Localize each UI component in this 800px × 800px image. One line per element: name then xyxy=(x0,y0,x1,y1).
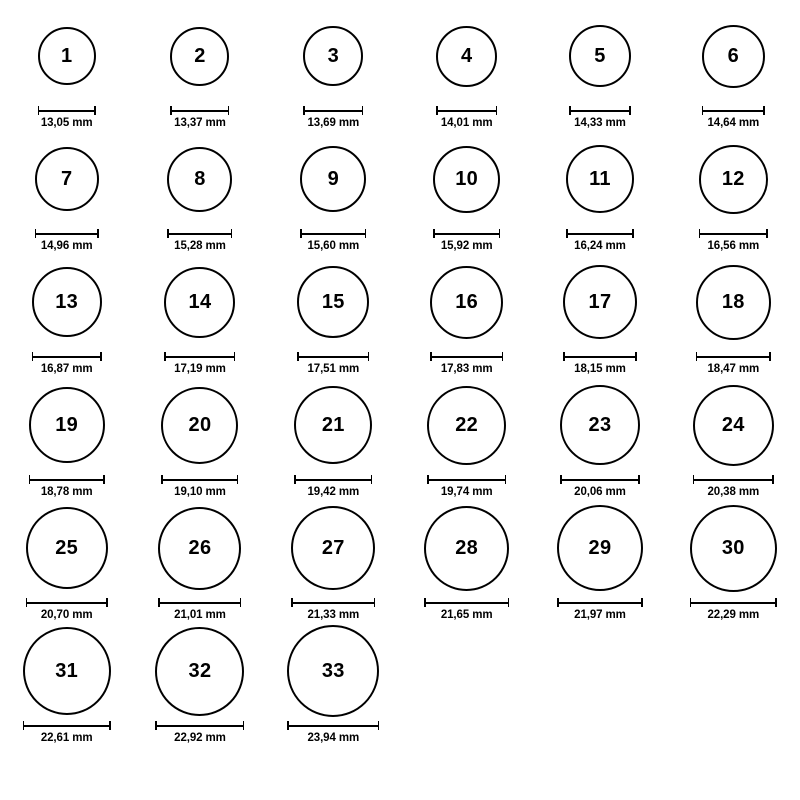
dimension-line-icon xyxy=(287,721,379,730)
ring-circle-wrap xyxy=(294,377,372,473)
ring-circle-icon xyxy=(566,145,634,213)
diameter-text: 17,83 mm xyxy=(440,363,493,375)
ring-size-label: 22 xyxy=(455,414,479,436)
diameter-text: 16,87 mm xyxy=(40,363,93,375)
ring-size-label: 1 xyxy=(60,45,73,67)
ring-size-cell[interactable] xyxy=(3,500,131,623)
ring-size-cell[interactable] xyxy=(269,254,397,377)
ring-circle-icon xyxy=(557,505,643,591)
ring-size-label: 29 xyxy=(588,537,612,559)
ring-size-cell[interactable] xyxy=(269,377,397,500)
ring-size-cell[interactable] xyxy=(403,254,531,377)
ring-circle-wrap xyxy=(23,623,111,719)
ring-size-grid xyxy=(0,8,800,746)
dimension-annotation xyxy=(170,106,229,129)
diameter-text: 19,74 mm xyxy=(440,486,493,498)
ring-circle-wrap xyxy=(566,131,634,227)
ring-circle-wrap xyxy=(161,377,238,473)
ring-circle-wrap xyxy=(167,131,232,227)
dimension-annotation xyxy=(164,352,235,375)
ring-size-cell[interactable] xyxy=(403,377,531,500)
ring-circle-icon xyxy=(702,25,765,88)
dimension-annotation xyxy=(569,106,631,129)
dimension-annotation xyxy=(424,598,509,621)
ring-circle-wrap xyxy=(155,623,244,719)
dimension-annotation xyxy=(29,475,105,498)
dimension-annotation xyxy=(563,352,637,375)
ring-size-cell[interactable] xyxy=(669,8,797,131)
diameter-text: 15,28 mm xyxy=(174,240,226,252)
dimension-annotation xyxy=(430,352,503,375)
ring-size-cell[interactable] xyxy=(3,8,131,131)
diameter-text: 19,42 mm xyxy=(307,486,360,498)
ring-circle-icon xyxy=(167,147,232,212)
ring-circle-wrap xyxy=(300,131,366,227)
ring-circle-icon xyxy=(297,266,369,338)
dimension-line-icon xyxy=(164,352,235,361)
ring-circle-icon xyxy=(29,387,105,463)
ring-size-cell[interactable] xyxy=(269,131,397,254)
ring-circle-icon xyxy=(300,146,366,212)
ring-circle-icon xyxy=(560,385,640,465)
dimension-annotation xyxy=(433,229,500,252)
ring-size-cell[interactable] xyxy=(669,377,797,500)
ring-size-cell[interactable] xyxy=(536,500,664,623)
ring-circle-icon xyxy=(32,267,102,337)
dimension-annotation xyxy=(297,352,369,375)
ring-circle-wrap xyxy=(563,254,637,350)
diameter-text: 22,61 mm xyxy=(40,732,93,744)
diameter-text: 14,64 mm xyxy=(707,117,760,129)
ring-circle-icon xyxy=(433,146,500,213)
dimension-line-icon xyxy=(170,106,229,115)
ring-size-label: 23 xyxy=(588,414,612,436)
ring-size-cell[interactable] xyxy=(136,500,264,623)
ring-size-cell[interactable] xyxy=(136,131,264,254)
diameter-text: 23,94 mm xyxy=(307,732,360,744)
ring-size-cell[interactable] xyxy=(136,254,264,377)
ring-circle-icon xyxy=(158,507,241,590)
ring-circle-icon xyxy=(155,627,244,716)
ring-circle-icon xyxy=(23,627,111,715)
ring-circle-icon xyxy=(690,505,777,592)
diameter-text: 18,78 mm xyxy=(40,486,93,498)
ring-size-cell[interactable] xyxy=(136,623,264,746)
diameter-text: 14,01 mm xyxy=(440,117,493,129)
ring-size-label: 25 xyxy=(55,537,79,559)
dimension-line-icon xyxy=(35,229,99,238)
dimension-line-icon xyxy=(300,229,366,238)
ring-size-label: 4 xyxy=(460,45,473,67)
dimension-annotation xyxy=(32,352,102,375)
ring-circle-wrap xyxy=(427,377,506,473)
dimension-annotation xyxy=(699,229,768,252)
dimension-line-icon xyxy=(693,475,774,484)
ring-size-label: 8 xyxy=(194,168,206,190)
dimension-line-icon xyxy=(38,106,96,115)
ring-circle-wrap xyxy=(696,254,771,350)
dimension-line-icon xyxy=(23,721,111,730)
ring-circle-wrap xyxy=(158,500,241,596)
ring-circle-icon xyxy=(38,27,96,85)
ring-size-label: 21 xyxy=(321,414,345,436)
dimension-line-icon xyxy=(303,106,363,115)
dimension-annotation xyxy=(294,475,372,498)
ring-circle-wrap xyxy=(164,254,235,350)
ring-circle-wrap xyxy=(32,254,102,350)
diameter-text: 20,70 mm xyxy=(40,609,93,621)
dimension-annotation xyxy=(427,475,506,498)
diameter-text: 16,56 mm xyxy=(707,240,760,252)
dimension-annotation xyxy=(560,475,640,498)
diameter-text: 20,38 mm xyxy=(707,486,760,498)
dimension-annotation xyxy=(23,721,111,744)
ring-circle-icon xyxy=(26,507,108,589)
ring-circle-icon xyxy=(699,145,768,214)
dimension-line-icon xyxy=(430,352,503,361)
ring-circle-icon xyxy=(303,26,363,86)
diameter-text: 13,69 mm xyxy=(307,117,360,129)
ring-size-cell[interactable] xyxy=(3,254,131,377)
ring-circle-wrap xyxy=(557,500,643,596)
diameter-text: 16,24 mm xyxy=(574,240,626,252)
dimension-annotation xyxy=(287,721,379,744)
diameter-text: 22,29 mm xyxy=(707,609,760,621)
ring-size-cell[interactable] xyxy=(403,131,531,254)
dimension-line-icon xyxy=(26,598,108,607)
dimension-line-icon xyxy=(297,352,369,361)
dimension-annotation xyxy=(158,598,241,621)
diameter-text: 21,01 mm xyxy=(174,609,226,621)
ring-circle-wrap xyxy=(291,500,375,596)
dimension-annotation xyxy=(702,106,765,129)
ring-size-label: 18 xyxy=(721,291,745,313)
ring-size-cell[interactable] xyxy=(269,623,397,746)
dimension-line-icon xyxy=(566,229,634,238)
ring-size-label: 16 xyxy=(455,291,479,313)
ring-size-label: 11 xyxy=(589,168,611,190)
ring-size-cell[interactable] xyxy=(3,623,131,746)
dimension-line-icon xyxy=(690,598,777,607)
ring-size-label: 7 xyxy=(60,168,73,190)
ring-circle-wrap xyxy=(693,377,774,473)
ring-size-label: 13 xyxy=(55,291,79,313)
ring-circle-wrap xyxy=(287,623,379,719)
ring-size-label: 31 xyxy=(55,660,79,682)
ring-size-label: 9 xyxy=(327,168,340,190)
ring-circle-wrap xyxy=(560,377,640,473)
dimension-annotation xyxy=(35,229,99,252)
ring-circle-wrap xyxy=(297,254,369,350)
dimension-annotation xyxy=(693,475,774,498)
diameter-text: 15,92 mm xyxy=(440,240,493,252)
ring-size-cell[interactable] xyxy=(269,500,397,623)
diameter-text: 17,19 mm xyxy=(174,363,226,375)
dimension-annotation xyxy=(557,598,643,621)
ring-size-label: 28 xyxy=(455,537,479,559)
dimension-line-icon xyxy=(569,106,631,115)
ring-circle-wrap xyxy=(699,131,768,227)
diameter-text: 18,47 mm xyxy=(707,363,760,375)
ring-size-label: 30 xyxy=(721,537,745,559)
ring-circle-wrap xyxy=(29,377,105,473)
ring-size-label: 19 xyxy=(55,414,79,436)
ring-circle-wrap xyxy=(433,131,500,227)
ring-size-cell[interactable] xyxy=(536,377,664,500)
ring-circle-icon xyxy=(287,625,379,717)
ring-circle-icon xyxy=(696,265,771,340)
ring-circle-icon xyxy=(294,386,372,464)
ring-circle-wrap xyxy=(430,254,503,350)
dimension-line-icon xyxy=(167,229,232,238)
diameter-text: 14,33 mm xyxy=(574,117,626,129)
ring-size-cell[interactable] xyxy=(3,377,131,500)
ring-circle-wrap xyxy=(436,8,497,104)
dimension-line-icon xyxy=(563,352,637,361)
diameter-text: 13,37 mm xyxy=(174,117,226,129)
diameter-text: 18,15 mm xyxy=(574,363,626,375)
ring-size-label: 2 xyxy=(194,45,206,67)
dimension-line-icon xyxy=(161,475,238,484)
ring-size-label: 15 xyxy=(321,291,345,313)
ring-size-cell[interactable] xyxy=(669,254,797,377)
ring-circle-wrap xyxy=(424,500,509,596)
diameter-text: 17,51 mm xyxy=(307,363,360,375)
ring-circle-wrap xyxy=(170,8,229,104)
dimension-line-icon xyxy=(29,475,105,484)
dimension-annotation xyxy=(38,106,96,129)
ring-size-cell[interactable] xyxy=(403,8,531,131)
dimension-line-icon xyxy=(32,352,102,361)
ring-size-cell[interactable] xyxy=(536,8,664,131)
ring-circle-icon xyxy=(436,26,497,87)
ring-circle-wrap xyxy=(569,8,631,104)
ring-size-cell[interactable] xyxy=(536,254,664,377)
ring-circle-icon xyxy=(170,27,229,86)
dimension-line-icon xyxy=(424,598,509,607)
diameter-text: 14,96 mm xyxy=(40,240,93,252)
ring-size-label: 14 xyxy=(188,291,212,313)
dimension-annotation xyxy=(155,721,244,744)
ring-size-label: 17 xyxy=(588,291,612,313)
dimension-annotation xyxy=(300,229,366,252)
dimension-annotation xyxy=(696,352,771,375)
dimension-line-icon xyxy=(696,352,771,361)
dimension-line-icon xyxy=(158,598,241,607)
dimension-annotation xyxy=(167,229,232,252)
dimension-annotation xyxy=(303,106,363,129)
ring-size-label: 12 xyxy=(721,168,745,190)
ring-size-label: 26 xyxy=(188,537,212,559)
diameter-text: 13,05 mm xyxy=(40,117,93,129)
dimension-line-icon xyxy=(699,229,768,238)
ring-size-label: 27 xyxy=(321,537,345,559)
ring-circle-wrap xyxy=(702,8,765,104)
diameter-text: 21,65 mm xyxy=(440,609,493,621)
ring-size-label: 33 xyxy=(321,660,345,682)
ring-circle-wrap xyxy=(35,131,99,227)
ring-circle-wrap xyxy=(26,500,108,596)
dimension-annotation xyxy=(690,598,777,621)
ring-size-cell[interactable] xyxy=(669,131,797,254)
diameter-text: 20,06 mm xyxy=(574,486,626,498)
ring-circle-wrap xyxy=(38,8,96,104)
ring-circle-icon xyxy=(693,385,774,466)
dimension-line-icon xyxy=(155,721,244,730)
dimension-line-icon xyxy=(560,475,640,484)
dimension-annotation xyxy=(161,475,238,498)
dimension-line-icon xyxy=(294,475,372,484)
ring-circle-icon xyxy=(35,147,99,211)
dimension-annotation xyxy=(436,106,497,129)
ring-circle-wrap xyxy=(303,8,363,104)
ring-circle-icon xyxy=(161,387,238,464)
ring-size-cell[interactable] xyxy=(403,500,531,623)
ring-size-cell[interactable] xyxy=(669,500,797,623)
diameter-text: 21,33 mm xyxy=(307,609,360,621)
dimension-line-icon xyxy=(433,229,500,238)
dimension-line-icon xyxy=(436,106,497,115)
ring-size-label: 5 xyxy=(594,45,606,67)
ring-size-cell[interactable] xyxy=(3,131,131,254)
dimension-line-icon xyxy=(291,598,375,607)
ring-size-cell[interactable] xyxy=(136,8,264,131)
diameter-text: 19,10 mm xyxy=(174,486,226,498)
ring-circle-icon xyxy=(430,266,503,339)
ring-circle-icon xyxy=(424,506,509,591)
dimension-line-icon xyxy=(557,598,643,607)
diameter-text: 15,60 mm xyxy=(307,240,360,252)
dimension-line-icon xyxy=(427,475,506,484)
ring-size-cell[interactable] xyxy=(269,8,397,131)
ring-size-label: 6 xyxy=(727,45,740,67)
ring-circle-icon xyxy=(563,265,637,339)
dimension-annotation xyxy=(26,598,108,621)
dimension-annotation xyxy=(566,229,634,252)
ring-size-cell[interactable] xyxy=(136,377,264,500)
diameter-text: 21,97 mm xyxy=(574,609,626,621)
ring-size-label: 32 xyxy=(188,660,212,682)
ring-circle-icon xyxy=(164,267,235,338)
ring-circle-icon xyxy=(427,386,506,465)
ring-size-label: 24 xyxy=(721,414,745,436)
ring-circle-icon xyxy=(569,25,631,87)
ring-circle-icon xyxy=(291,506,375,590)
dimension-line-icon xyxy=(702,106,765,115)
ring-size-label: 10 xyxy=(455,168,479,190)
dimension-annotation xyxy=(291,598,375,621)
ring-size-cell[interactable] xyxy=(536,131,664,254)
ring-size-label: 3 xyxy=(327,45,340,67)
diameter-text: 22,92 mm xyxy=(174,732,226,744)
ring-size-label: 20 xyxy=(188,414,212,436)
ring-circle-wrap xyxy=(690,500,777,596)
